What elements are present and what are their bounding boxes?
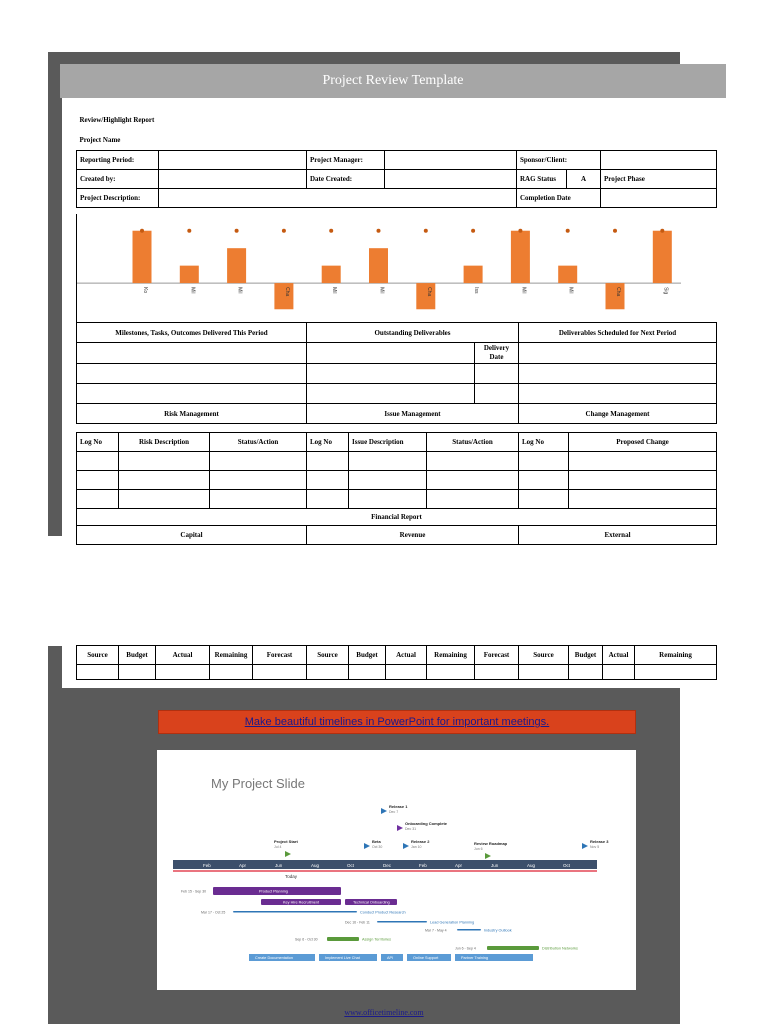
- chart-marker: [140, 229, 144, 233]
- outstanding-header: Outstanding Deliverables: [307, 323, 519, 343]
- log-cell[interactable]: [307, 452, 349, 471]
- milestone-label: Release 1: [389, 804, 408, 809]
- task-label: Technical Onboarding: [353, 900, 390, 905]
- proposed-change-header: Proposed Change: [569, 433, 717, 452]
- chart-tick-label: Iss: [473, 287, 480, 294]
- chart-bar: [558, 266, 577, 283]
- milestone-date: Jun 6: [474, 847, 483, 851]
- chart-bar: [322, 266, 341, 283]
- chart-bar: [133, 231, 152, 283]
- log-table: [76, 432, 717, 545]
- financial-col-header: Remaining: [635, 646, 717, 665]
- timeline-month-label: Feb: [419, 863, 427, 868]
- issue-description-header: Issue Description: [349, 433, 427, 452]
- bottom-task-label: Implement Live Chat: [325, 956, 360, 960]
- milestone-date: Dec 31: [405, 827, 417, 831]
- log-cell[interactable]: [349, 471, 427, 490]
- log-cell[interactable]: [349, 490, 427, 509]
- milestones-cell[interactable]: [77, 343, 307, 364]
- financial-cell[interactable]: [349, 665, 386, 680]
- log-cell[interactable]: [569, 471, 717, 490]
- outstanding-cell[interactable]: [307, 364, 475, 384]
- task-date-range: Feb 15 - Sep 30: [181, 889, 207, 894]
- risk-description-header: Risk Description: [119, 433, 210, 452]
- rag-status-value[interactable]: A: [567, 170, 601, 189]
- financial-cell[interactable]: [253, 665, 307, 680]
- project-slide-image: [157, 750, 636, 990]
- milestone-chart: [76, 214, 681, 322]
- milestone-flag-icon: [285, 851, 291, 857]
- background-frame-top: [48, 52, 680, 64]
- chart-tick-label: Mil: [567, 287, 574, 294]
- financial-col-header: Source: [307, 646, 349, 665]
- log-cell[interactable]: [119, 490, 210, 509]
- chart-tick-label: Mil: [189, 287, 196, 294]
- log-cell[interactable]: [210, 452, 307, 471]
- milestone-label: Release 2: [411, 839, 430, 844]
- risk-log-no-header: Log No: [77, 433, 119, 452]
- chart-marker: [566, 229, 570, 233]
- financial-cell[interactable]: [475, 665, 519, 680]
- timeline-month-label: Apr: [239, 863, 247, 868]
- timeline-month-label: Feb: [203, 863, 211, 868]
- chart-tick-label: Cha: [425, 287, 432, 297]
- completion-date-label: Completion Date: [517, 189, 601, 208]
- timeline-month-label: Apr: [455, 863, 463, 868]
- financial-cell[interactable]: [519, 665, 569, 680]
- milestone-label: Onboarding Complete: [405, 821, 447, 826]
- task-date-range: Mar 17 - Oct 25: [201, 910, 226, 915]
- log-cell[interactable]: [210, 471, 307, 490]
- log-cell[interactable]: [569, 490, 717, 509]
- chart-tick-label: Mil: [520, 287, 527, 294]
- log-cell[interactable]: [427, 471, 519, 490]
- financial-col-header: Budget: [119, 646, 156, 665]
- change-log-no-header: Log No: [519, 433, 569, 452]
- financial-cell[interactable]: [307, 665, 349, 680]
- today-label: Today: [285, 874, 298, 879]
- financial-cell[interactable]: [156, 665, 210, 680]
- log-cell[interactable]: [210, 490, 307, 509]
- sponsor-client-value[interactable]: [601, 151, 717, 170]
- milestone-date: Dec 7: [389, 810, 399, 814]
- financial-cell[interactable]: [635, 665, 717, 680]
- outstanding-cell[interactable]: [307, 384, 475, 404]
- milestone-label: Project Start: [274, 839, 298, 844]
- milestone-label: Release 3: [590, 839, 609, 844]
- chart-bar: [511, 231, 530, 283]
- timeline-month-label: Oct: [347, 863, 355, 868]
- log-cell[interactable]: [307, 490, 349, 509]
- chart-tick-label: Ko: [142, 287, 148, 294]
- milestone-flag-icon: [403, 843, 409, 849]
- delivery-date-cell[interactable]: [475, 364, 519, 384]
- milestone-flag-icon: [582, 843, 588, 849]
- financial-col-header: Remaining: [210, 646, 253, 665]
- chart-bar: [369, 248, 388, 283]
- task-bar: [457, 929, 481, 931]
- financial-col-header: Actual: [156, 646, 210, 665]
- financial-cell[interactable]: [210, 665, 253, 680]
- rag-status-label: RAG Status: [517, 170, 567, 189]
- financial-report-header: Financial Report: [77, 509, 717, 526]
- bottom-task-label: API: [387, 956, 394, 960]
- delivery-date-header: Delivery Date: [475, 343, 519, 364]
- revenue-header: Revenue: [307, 526, 519, 545]
- project-manager-label: Project Manager:: [307, 151, 385, 170]
- project-manager-value[interactable]: [385, 151, 517, 170]
- chart-marker: [377, 229, 381, 233]
- log-cell[interactable]: [307, 471, 349, 490]
- chart-marker: [282, 229, 286, 233]
- task-date-range: Sep 6 - Oct 30: [295, 937, 318, 942]
- log-cell[interactable]: [77, 452, 119, 471]
- issue-log-no-header: Log No: [307, 433, 349, 452]
- external-header: External: [519, 526, 717, 545]
- timeline-month-label: Aug: [311, 863, 320, 868]
- project-phase-label: Project Phase: [601, 170, 717, 189]
- financial-col-header: Budget: [569, 646, 603, 665]
- project-name-label: Project Name: [79, 136, 121, 144]
- scheduled-cell[interactable]: [519, 343, 717, 364]
- task-date-range: Mar 7 - May 4: [425, 928, 447, 933]
- task-label: Assign Territories: [362, 937, 392, 942]
- chart-marker: [660, 229, 664, 233]
- task-date-range: Jun 6 - Sep 4: [455, 946, 476, 951]
- risk-management-header: Risk Management: [77, 404, 307, 424]
- financial-col-header: Forecast: [475, 646, 519, 665]
- log-cell[interactable]: [519, 452, 569, 471]
- milestone-label: Beta: [372, 839, 381, 844]
- timeline-graphic: [157, 750, 636, 990]
- milestone-flag-icon: [485, 853, 491, 859]
- financial-col-header: Budget: [349, 646, 386, 665]
- scheduled-cell[interactable]: [519, 384, 717, 404]
- milestone-chart-svg: [77, 214, 681, 322]
- task-label: Product Planning: [259, 889, 288, 894]
- financial-col-header: Actual: [386, 646, 427, 665]
- page-title: Project Review Template: [60, 64, 726, 98]
- promo-banner-link[interactable]: Make beautiful timelines in PowerPoint for important meetings.: [158, 710, 636, 734]
- milestone-flag-icon: [364, 843, 370, 849]
- task-bar: [487, 946, 539, 950]
- chart-marker: [424, 229, 428, 233]
- milestone-date: Jan 10: [411, 845, 422, 849]
- task-bar: [377, 921, 427, 923]
- slide-title: My Project Slide: [211, 776, 305, 791]
- chart-marker: [518, 229, 522, 233]
- created-by-label: Created by:: [77, 170, 159, 189]
- financial-cell[interactable]: [386, 665, 427, 680]
- chart-tick-label: Cha: [615, 287, 621, 297]
- log-cell[interactable]: [427, 452, 519, 471]
- issue-status-header: Status/Action: [427, 433, 519, 452]
- timeline-month-label: Oct: [563, 863, 571, 868]
- bottom-task-label: Online Support: [413, 956, 439, 960]
- financial-col-header: Actual: [603, 646, 635, 665]
- task-date-range: Dec 16 - Feb 11: [345, 920, 370, 925]
- reporting-period-label: Reporting Period:: [77, 151, 159, 170]
- bottom-task-label: Create Documentation: [255, 956, 293, 960]
- chart-bar: [180, 266, 199, 283]
- sponsor-client-label: Sponsor/Client:: [517, 151, 601, 170]
- chart-marker: [329, 229, 333, 233]
- timeline-month-label: Aug: [527, 863, 536, 868]
- report-heading: Review/Highlight Report: [79, 116, 155, 124]
- chart-marker: [235, 229, 239, 233]
- milestones-cell[interactable]: [77, 384, 307, 404]
- financial-col-header: Source: [519, 646, 569, 665]
- task-bar: [327, 937, 359, 941]
- log-cell[interactable]: [569, 452, 717, 471]
- delivery-date-cell[interactable]: [475, 384, 519, 404]
- milestone-date: Nov 5: [590, 845, 600, 849]
- created-by-value[interactable]: [159, 170, 307, 189]
- task-bar: [233, 911, 357, 913]
- log-cell[interactable]: [77, 471, 119, 490]
- chart-tick-label: Mil: [331, 287, 338, 294]
- chart-bar: [464, 266, 483, 283]
- task-label: Lead Generation Planning: [430, 920, 475, 925]
- chart-tick-label: Sig: [662, 287, 669, 295]
- task-label: Industry Outlook: [484, 928, 512, 933]
- milestone-flag-icon: [397, 825, 403, 831]
- task-label: Key Hire Recruitment: [283, 900, 320, 905]
- completion-date-value[interactable]: [601, 189, 717, 208]
- chart-marker: [471, 229, 475, 233]
- timeline-month-label: Jun: [491, 863, 499, 868]
- log-cell[interactable]: [119, 471, 210, 490]
- financial-cell[interactable]: [77, 665, 119, 680]
- milestone-flag-icon: [381, 808, 387, 814]
- outstanding-cell[interactable]: [307, 343, 475, 364]
- task-label: Distribution Networks: [542, 946, 578, 951]
- log-cell[interactable]: [427, 490, 519, 509]
- project-description-label: Project Description:: [77, 189, 159, 208]
- log-cell[interactable]: [519, 490, 569, 509]
- milestone-label: Review Roadmap: [474, 841, 508, 846]
- footer-website-link[interactable]: www.officetimeline.com: [344, 1008, 424, 1017]
- log-cell[interactable]: [77, 490, 119, 509]
- milestone-date: Oct 30: [372, 845, 383, 849]
- financial-columns-table: [76, 645, 717, 680]
- background-frame-left: [48, 52, 62, 536]
- log-cell[interactable]: [349, 452, 427, 471]
- date-created-value[interactable]: [385, 170, 517, 189]
- change-management-header: Change Management: [519, 404, 717, 424]
- financial-cell[interactable]: [603, 665, 635, 680]
- financial-col-header: Source: [77, 646, 119, 665]
- financial-col-header: Forecast: [253, 646, 307, 665]
- timeline-month-label: Dec: [383, 863, 392, 868]
- capital-header: Capital: [77, 526, 307, 545]
- financial-cell[interactable]: [119, 665, 156, 680]
- chart-tick-label: Cha: [283, 287, 290, 297]
- deliverables-table: [76, 322, 717, 424]
- report-header-table: [76, 110, 717, 208]
- reporting-period-value[interactable]: [159, 151, 307, 170]
- chart-marker: [613, 229, 617, 233]
- milestones-header: Milestones, Tasks, Outcomes Delivered This Period: [77, 323, 307, 343]
- scheduled-cell[interactable]: [519, 364, 717, 384]
- chart-bar: [227, 248, 246, 283]
- log-cell[interactable]: [119, 452, 210, 471]
- risk-status-header: Status/Action: [210, 433, 307, 452]
- issue-management-header: Issue Management: [307, 404, 519, 424]
- task-label: Conduct Product Research: [360, 910, 406, 915]
- chart-tick-label: Mil: [236, 287, 243, 294]
- milestone-date: Jul 4: [274, 845, 282, 849]
- chart-bar: [653, 231, 672, 283]
- chart-marker: [187, 229, 191, 233]
- date-created-label: Date Created:: [307, 170, 385, 189]
- financial-cell[interactable]: [569, 665, 603, 680]
- financial-cell[interactable]: [427, 665, 475, 680]
- chart-tick-label: Mil: [378, 287, 385, 294]
- financial-col-header: Remaining: [427, 646, 475, 665]
- project-description-value[interactable]: [159, 189, 517, 208]
- scheduled-header: Deliverables Scheduled for Next Period: [519, 323, 717, 343]
- milestones-cell[interactable]: [77, 364, 307, 384]
- timeline-month-label: Jun: [275, 863, 283, 868]
- bottom-task-label: Partner Training: [461, 956, 489, 960]
- log-cell[interactable]: [519, 471, 569, 490]
